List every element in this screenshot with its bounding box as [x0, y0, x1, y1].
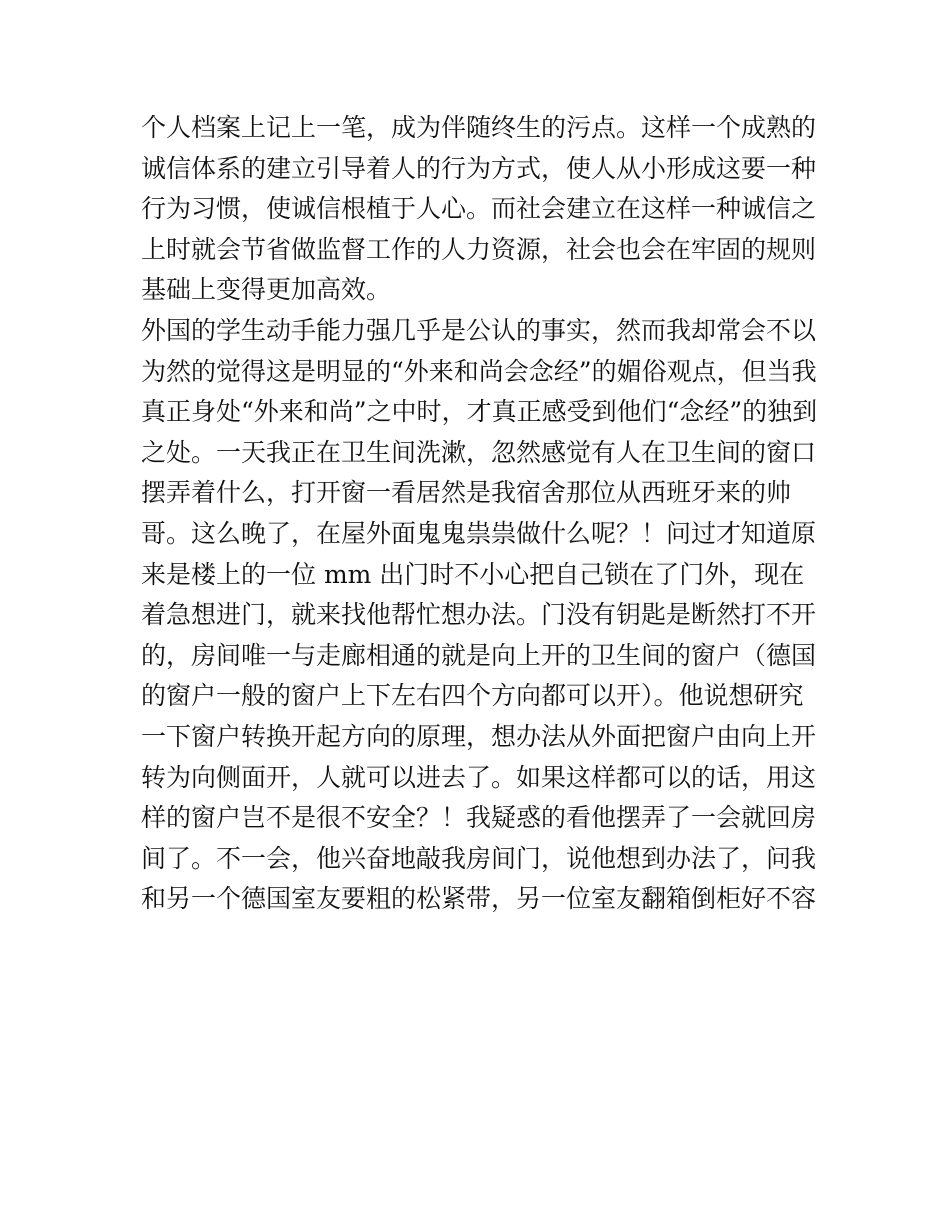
text-line: 为然的觉得这是明显的“外来和尚会念经”的媚俗观点，但当我: [141, 356, 817, 386]
text-line: 样的窗户岂不是很不安全？！我疑惑的看他摆弄了一会就回房: [141, 803, 817, 833]
text-line: 真正身处“外来和尚”之中时，才真正感受到他们“念经”的独到: [141, 397, 818, 427]
document-body: [141, 108, 821, 920]
text-line: 的，房间唯一与走廊相通的就是向上开的卫生间的窗户（德国: [141, 640, 817, 670]
text-line: 上时就会节省做监督工作的人力资源，社会也会在牢固的规则: [141, 234, 817, 264]
text-line: 基础上变得更加高效。: [141, 275, 392, 305]
text-line: 和另一个德国室友要粗的松紧带，另一位室友翻箱倒柜好不容: [141, 884, 817, 914]
text-line: 之处。一天我正在卫生间洗漱，忽然感觉有人在卫生间的窗口: [141, 437, 817, 467]
text-line: 摆弄着什么，打开窗一看居然是我宿舍那位从西班牙来的帅: [141, 478, 792, 508]
text-line: 个人档案上记上一笔，成为伴随终生的污点。这样一个成熟的: [141, 113, 817, 142]
text-line: 哥。这么晚了，在屋外面鬼鬼祟祟做什么呢？！问过才知道原: [141, 518, 817, 548]
text-line: 转为向侧面开，人就可以进去了。如果这样都可以的话，用这: [141, 762, 817, 792]
text-line: 间了。不一会，他兴奋地敲我房间门，说他想到办法了，问我: [141, 843, 817, 873]
paragraph: [141, 311, 821, 920]
text-line: 行为习惯，使诚信根植于人心。而社会建立在这样一种诚信之: [141, 194, 817, 224]
paragraph: [141, 108, 821, 311]
text-line: 的窗户一般的窗户上下左右四个方向都可以开）。他说想研究: [141, 681, 804, 711]
text-line: 着急想进门，就来找他帮忙想办法。门没有钥匙是断然打不开: [141, 600, 817, 630]
text-line: 一下窗户转换开起方向的原理，想办法从外面把窗户由向上开: [141, 721, 817, 751]
text-line: 诚信体系的建立引导着人的行为方式，使人从小形成这要一种: [141, 153, 817, 183]
text-line: 来是楼上的一位 mm 出门时不小心把自己锁在了门外，现在: [141, 559, 805, 589]
text-line: 外国的学生动手能力强几乎是公认的事实，然而我却常会不以: [141, 315, 817, 345]
